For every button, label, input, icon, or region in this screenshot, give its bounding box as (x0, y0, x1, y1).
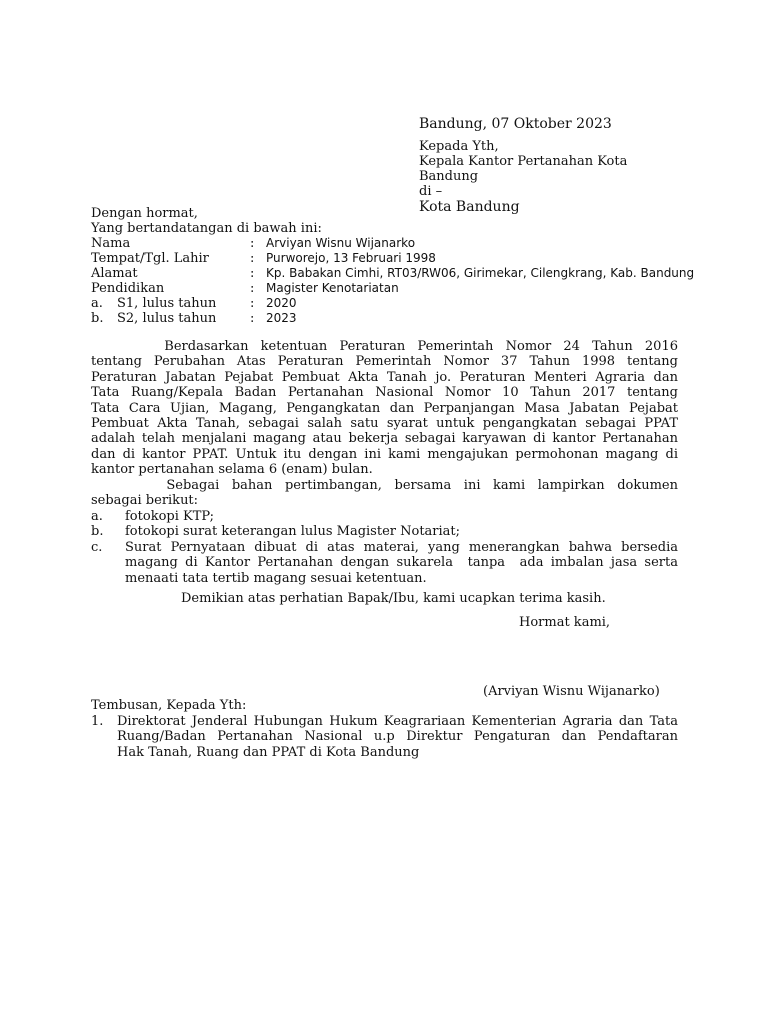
paragraph-line: adalah telah menjalani magang atau bekerja sebagai karyawan di kantor Pertanahan (91, 431, 678, 447)
list-item (91, 714, 678, 760)
list-marker: 1. (91, 714, 104, 729)
field-label: S2, lulus tahun (117, 311, 217, 326)
field-label: Nama (91, 236, 131, 251)
paragraph-line: Tata Ruang/Kepala Badan Pertanahan Nasional Nomor 10 Tahun 2017 tentang (91, 385, 678, 401)
signer-name: (Arviyan Wisnu Wijanarko) (483, 684, 660, 699)
list-item (91, 509, 678, 524)
field-label: Alamat (91, 266, 138, 281)
list-item (91, 524, 678, 539)
greeting: Dengan hormat, (91, 206, 198, 221)
list-marker: c. (91, 539, 103, 555)
paragraph-line: kantor pertanahan selama 6 (enam) bulan. (91, 462, 373, 478)
paragraph-line: Tata Cara Ujian, Magang, Pengangkatan dan Perpanjangan Masa Jabatan Pejabat (91, 400, 678, 416)
paragraph-line: Pembuat Akta Tanah, sebagai salah satu syarat untuk pengangkatan sebagai PPAT (91, 416, 678, 432)
field-colon: : (250, 296, 255, 311)
list-item-text: fotokopi surat keterangan lulus Magister Notariat; (125, 524, 461, 540)
list-item-text: fotokopi KTP; (125, 509, 215, 524)
list-item-text: Surat Pernyataan dibuat di atas materai, yang menerangkan bahwa bersedia (125, 539, 678, 555)
recipient-line-4: di – (419, 184, 443, 199)
recipient-line-2: Kepala Kantor Pertanahan Kota (419, 154, 628, 169)
paragraph-line: Sebagai bahan pertimbangan, bersama ini kami lampirkan dokumen (91, 478, 678, 493)
field-value: Arviyan Wisnu Wijanarko (266, 236, 416, 250)
paragraph-line: sebagai berikut: (91, 493, 199, 509)
field-value: Magister Kenotariatan (266, 281, 399, 295)
field-value: Purworejo, 13 Februari 1998 (266, 251, 436, 265)
list-marker: a. (91, 509, 103, 524)
field-value: 2020 (266, 296, 297, 310)
list-item-text: magang di Kantor Pertanahan dengan sukarela tanpa ada imbalan jasa serta (125, 555, 678, 571)
paragraph-line: dan di kantor PPAT. Untuk itu dengan ini kami mengajukan permohonan magang di (91, 446, 678, 462)
field-colon: : (250, 251, 255, 266)
field-value: 2023 (266, 311, 297, 325)
list-item-text: Direktorat Jenderal Hubungan Hukum Keagrariaan Kementerian Agraria dan Tata (117, 714, 678, 729)
paragraph-line: Berdasarkan ketentuan Peraturan Pemerintah Nomor 24 Tahun 2016 (91, 339, 678, 354)
field-colon: : (250, 266, 255, 281)
recipient-line-1: Kepada Yth, (419, 139, 499, 154)
closing-sentence: Demikian atas perhatian Bapak/Ibu, kami ucapkan terima kasih. (181, 591, 606, 606)
list-marker: b. (91, 524, 104, 540)
list-item (91, 540, 678, 586)
field-label: Tempat/Tgl. Lahir (91, 251, 209, 266)
list-item-text: menaati tata tertib magang sesuai ketentuan. (125, 570, 427, 586)
recipient-line-3: Bandung (419, 169, 479, 184)
field-label: Pendidikan (91, 281, 165, 296)
regards: Hormat kami, (519, 615, 611, 630)
recipient-city: Kota Bandung (419, 199, 520, 215)
paragraph-1 (91, 339, 678, 478)
list-marker: b. (91, 311, 104, 326)
field-colon: : (250, 281, 255, 296)
field-colon: : (250, 311, 255, 326)
attachment-list (91, 509, 678, 586)
list-item-text: Ruang/Badan Pertanahan Nasional u.p Direktur Pengaturan dan Pendaftaran (117, 729, 678, 745)
intro-line: Yang bertandatangan di bawah ini: (91, 221, 322, 236)
paragraph-2 (91, 478, 678, 509)
list-item-text: Hak Tanah, Ruang dan PPAT di Kota Bandung (117, 744, 420, 760)
paragraph-line: Peraturan Jabatan Pejabat Pembuat Akta Tanah jo. Peraturan Menteri Agraria dan (91, 369, 678, 385)
cc-title: Tembusan, Kepada Yth: (91, 698, 247, 713)
field-label: S1, lulus tahun (117, 296, 217, 311)
paragraph-line: tentang Perubahan Atas Peraturan Pemerintah Nomor 37 Tahun 1998 tentang (91, 354, 678, 370)
field-value: Kp. Babakan Cimhi, RT03/RW06, Girimekar, Cilengkrang, Kab. Bandung (266, 266, 695, 280)
cc-list (91, 714, 678, 760)
date-line: Bandung, 07 Oktober 2023 (419, 116, 612, 132)
recipient-block (419, 139, 627, 215)
list-marker: a. (91, 296, 103, 311)
field-colon: : (250, 236, 255, 251)
